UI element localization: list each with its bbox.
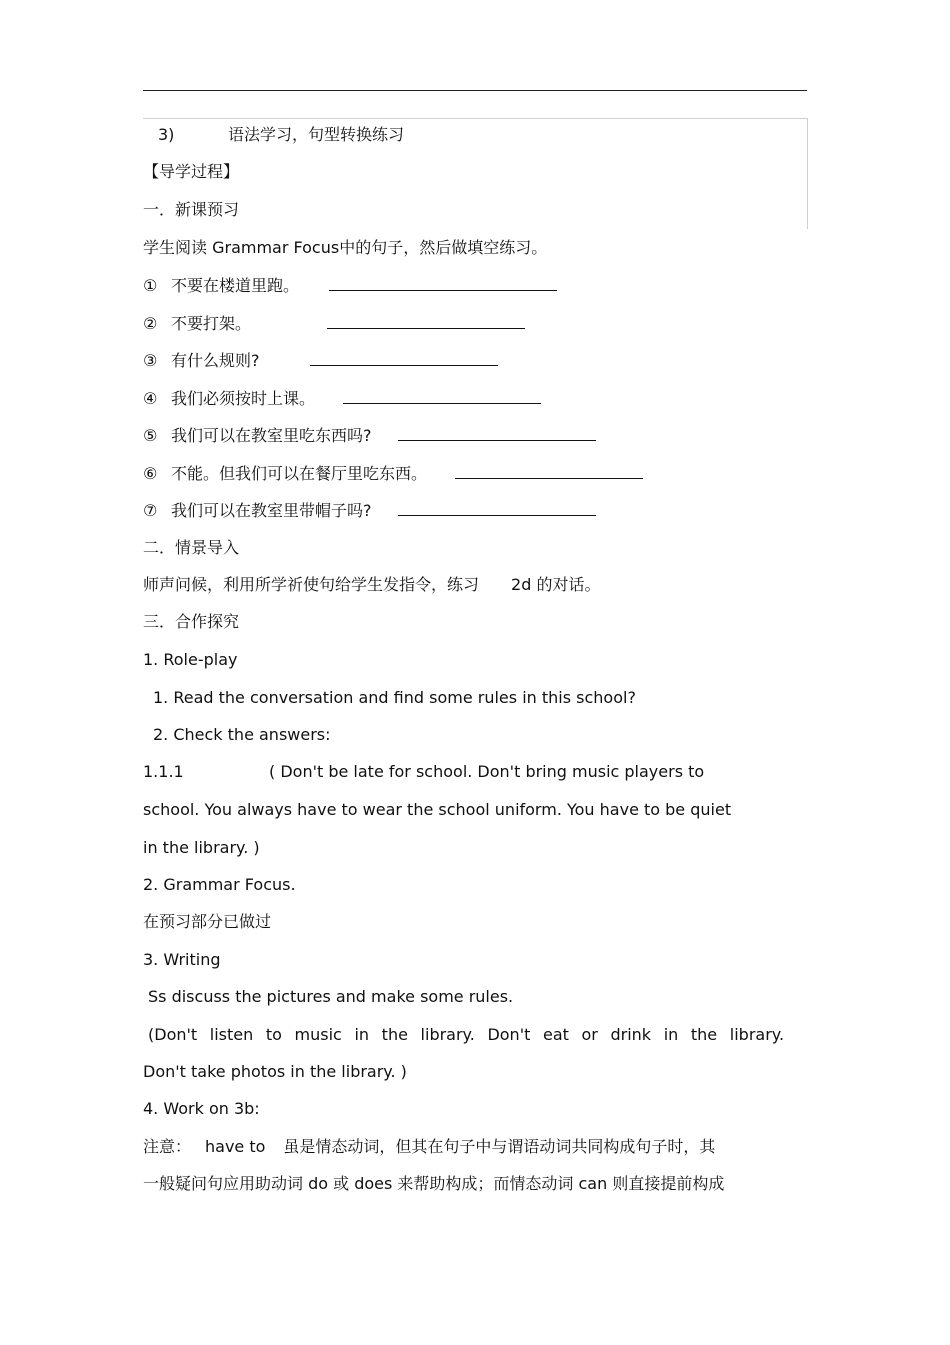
answer-blank[interactable] xyxy=(455,463,643,479)
fill-item-1 xyxy=(143,275,557,295)
work-3b-heading: 4. Work on 3b: xyxy=(143,1099,260,1118)
answer-text: ( Don't be late for school. Don't bring music players to xyxy=(269,762,705,781)
answer-blank[interactable] xyxy=(310,350,498,366)
section-3-title: 三．合作探究 xyxy=(143,612,240,631)
writing-answer-line-1 xyxy=(148,1025,784,1045)
writing-task: Ss discuss the pictures and make some rules. xyxy=(148,987,514,1006)
note-line-1 xyxy=(143,1137,715,1157)
answer-number: 1.1.1 xyxy=(143,762,184,781)
section-1-title: 一．新课预习 xyxy=(143,200,240,219)
fill-item-4 xyxy=(143,388,541,408)
item-mark: ② xyxy=(143,314,158,333)
fill-item-2 xyxy=(143,313,525,333)
preview-intro: 学生阅读 Grammar Focus中的句子，然后做填空练习。 xyxy=(143,238,548,257)
answer-line-3: in the library. ) xyxy=(143,838,260,857)
item-text: 不要在楼道里跑。 xyxy=(171,276,300,295)
answer-line-1 xyxy=(143,762,704,782)
roleplay-step-2: 2. Check the answers: xyxy=(153,725,331,744)
answer-blank[interactable] xyxy=(398,425,596,441)
writing-heading: 3. Writing xyxy=(143,950,221,969)
item-mark: ⑥ xyxy=(143,464,158,483)
item-text: 有什么规则? xyxy=(171,351,260,370)
writing-answer-line-2: Don't take photos in the library. ) xyxy=(143,1062,407,1081)
writing-answer-word: library. xyxy=(729,1025,785,1044)
section-2-title: 二．情景导入 xyxy=(143,538,240,557)
writing-answer-word: in xyxy=(354,1025,370,1044)
grammar-focus-note: 在预习部分已做过 xyxy=(143,912,272,931)
guide-process-heading: 【导学过程】 xyxy=(143,162,240,181)
answer-blank[interactable] xyxy=(343,388,541,404)
item-mark: ④ xyxy=(143,389,158,408)
note-line-2: 一般疑问句应用助动词 do 或 does 来帮助构成；而情态动词 can 则直接提前构成 xyxy=(143,1174,725,1193)
writing-answer-word: Don't xyxy=(487,1025,531,1044)
answer-blank[interactable] xyxy=(327,313,525,329)
answer-blank[interactable] xyxy=(329,275,557,291)
fill-item-6 xyxy=(143,463,643,483)
fill-item-3 xyxy=(143,350,498,370)
note-have-to: have to xyxy=(205,1137,266,1156)
item-number: 3) xyxy=(158,125,175,144)
item-mark: ⑦ xyxy=(143,501,158,520)
fill-item-7 xyxy=(143,500,596,520)
item-text: 不要打架。 xyxy=(171,314,252,333)
writing-answer-word: drink xyxy=(610,1025,652,1044)
writing-answer-word: in xyxy=(663,1025,679,1044)
writing-answer-word: listen xyxy=(209,1025,254,1044)
section-2-text-a: 师声问候，利用所学祈使句给学生发指令，练习 xyxy=(143,575,480,594)
item-mark: ① xyxy=(143,276,158,295)
writing-answer-word: (Don't xyxy=(148,1025,198,1044)
item-text: 我们必须按时上课。 xyxy=(171,389,316,408)
writing-answer-word: eat xyxy=(542,1025,569,1044)
writing-answer-word: or xyxy=(581,1025,598,1044)
item-text: 我们可以在教室里吃东西吗? xyxy=(171,426,372,445)
grammar-focus-heading: 2. Grammar Focus. xyxy=(143,875,296,894)
fill-item-5 xyxy=(143,425,596,445)
objective-item-3 xyxy=(143,125,404,145)
note-text: 虽是情态动词，但其在句子中与谓语动词共同构成句子时，其 xyxy=(283,1137,716,1156)
item-text: 语法学习，句型转换练习 xyxy=(228,125,405,144)
item-mark: ⑤ xyxy=(143,426,158,445)
roleplay-step-1: 1. Read the conversation and find some rules in this school? xyxy=(153,688,636,707)
answer-blank[interactable] xyxy=(398,500,596,516)
section-2-text-b: 2d 的对话。 xyxy=(511,575,601,594)
item-text: 我们可以在教室里带帽子吗? xyxy=(171,501,372,520)
writing-answer-word: to xyxy=(265,1025,282,1044)
writing-answer-word: the xyxy=(381,1025,408,1044)
writing-answer-word: the xyxy=(690,1025,718,1044)
section-2-text xyxy=(143,575,600,595)
roleplay-heading: 1. Role-play xyxy=(143,650,238,669)
item-text: 不能。但我们可以在餐厅里吃东西。 xyxy=(171,464,428,483)
note-label: 注意： xyxy=(143,1137,192,1156)
item-mark: ③ xyxy=(143,351,158,370)
writing-answer-word: library. xyxy=(420,1025,475,1044)
answer-line-2: school. You always have to wear the school uniform. You have to be quiet xyxy=(143,800,732,819)
top-rule xyxy=(143,90,807,91)
writing-answer-word: music xyxy=(294,1025,342,1044)
